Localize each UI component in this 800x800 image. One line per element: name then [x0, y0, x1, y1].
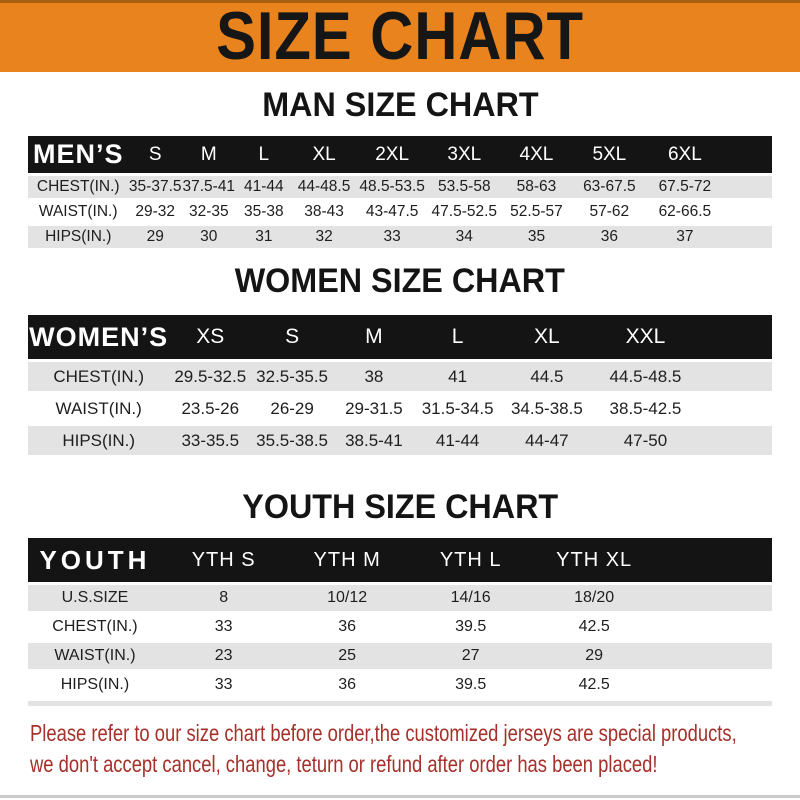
table-footer-strip	[28, 701, 772, 706]
youth-size-table	[28, 535, 772, 709]
bottom-divider	[0, 795, 800, 798]
table-row	[28, 672, 772, 698]
table-row	[28, 426, 772, 455]
value-cell: 38	[364, 366, 384, 386]
spacer-cell	[724, 201, 772, 223]
table-row	[28, 362, 772, 391]
men-size-table	[28, 133, 772, 251]
size-column-header: L	[258, 143, 270, 165]
value-cell: 36	[338, 676, 357, 693]
value-cell: 33-35.5	[181, 430, 240, 450]
value-cell: 35.5-38.5	[256, 430, 329, 450]
row-label: CHEST(IN.)	[52, 618, 138, 635]
size-column-header: S	[148, 143, 162, 165]
value-cell: 47.5-52.5	[431, 203, 498, 220]
spacer-cell	[698, 362, 772, 391]
size-column-header: 5XL	[592, 143, 627, 165]
disclaimer-line-1: Please refer to our size chart before order,the customized jerseys are special products,	[30, 720, 737, 746]
spacer-cell	[656, 538, 772, 582]
youth-section-title: YOUTH SIZE CHART	[242, 488, 558, 526]
size-column-header: YTH XL	[556, 548, 633, 571]
value-cell: 33	[383, 228, 401, 245]
value-cell: 36	[338, 618, 357, 635]
value-cell: 23.5-26	[181, 398, 240, 418]
size-column-header: YTH M	[313, 548, 381, 571]
value-cell: 23	[214, 647, 233, 664]
row-label: CHEST(IN.)	[36, 178, 120, 195]
size-column-header: M	[365, 325, 383, 348]
value-cell: 35-38	[244, 203, 284, 220]
value-cell: 38.5-41	[345, 430, 403, 450]
spacer-cell	[656, 643, 772, 669]
banner-title: SIZE CHART	[216, 0, 584, 72]
spacer-cell	[724, 136, 772, 173]
size-chart-banner	[0, 0, 800, 72]
row-label: U.S.SIZE	[61, 589, 129, 606]
table-row	[28, 226, 772, 248]
value-cell: 37.5-41	[182, 178, 236, 195]
value-cell: 44.5-48.5	[609, 366, 682, 386]
value-cell: 36	[600, 228, 618, 245]
size-column-header: 3XL	[447, 143, 482, 165]
row-label: HIPS(IN.)	[45, 228, 112, 245]
value-cell: 39.5	[455, 676, 487, 693]
row-label: WAIST(IN.)	[54, 647, 136, 664]
spacer-cell	[698, 315, 772, 359]
table-row	[28, 614, 772, 640]
value-cell: 32.5-35.5	[256, 366, 329, 386]
value-cell: 14/16	[450, 589, 491, 606]
spacer-cell	[656, 585, 772, 611]
women-size-table	[28, 312, 772, 458]
value-cell: 39.5	[455, 618, 487, 635]
value-cell: 41-44	[244, 178, 284, 195]
size-column-header: L	[451, 325, 464, 348]
spacer-cell	[724, 176, 772, 198]
size-column-header: XS	[196, 325, 225, 348]
table-row	[28, 643, 772, 669]
value-cell: 44.5	[530, 366, 564, 386]
size-column-header: S	[285, 325, 300, 348]
women-section-title: WOMEN SIZE CHART	[234, 262, 566, 300]
row-label: WAIST(IN.)	[38, 203, 118, 220]
size-column-header: M	[200, 143, 217, 165]
value-cell: 44-48.5	[297, 178, 351, 195]
value-cell: 29	[585, 647, 604, 664]
value-cell: 41-44	[435, 430, 480, 450]
value-cell: 53.5-58	[438, 178, 491, 195]
value-cell: 34.5-38.5	[510, 398, 583, 418]
value-cell: 29.5-32.5	[174, 366, 247, 386]
value-cell: 10/12	[327, 589, 368, 606]
table-row	[28, 176, 772, 198]
value-cell: 26-29	[270, 398, 314, 418]
women-header-label: WOMEN’S	[29, 321, 169, 352]
disclaimer-note	[0, 718, 800, 780]
table-row	[28, 201, 772, 223]
size-column-header: 6XL	[667, 143, 702, 165]
men-section-title: MAN SIZE CHART	[261, 86, 539, 124]
size-column-header: 2XL	[375, 143, 410, 165]
men-header-label: MEN’S	[32, 139, 124, 169]
value-cell: 35-37.5	[128, 178, 182, 195]
value-cell: 32	[315, 228, 333, 245]
row-label: CHEST(IN.)	[53, 366, 145, 386]
spacer-cell	[656, 614, 772, 640]
row-label: WAIST(IN.)	[55, 398, 142, 418]
value-cell: 27	[461, 647, 480, 664]
value-cell: 32-35	[188, 203, 229, 220]
value-cell: 31	[255, 228, 273, 245]
spacer-cell	[698, 394, 772, 423]
spacer-cell	[28, 701, 772, 706]
value-cell: 29-32	[135, 203, 176, 220]
value-cell: 47-50	[623, 430, 668, 450]
row-label: HIPS(IN.)	[60, 676, 130, 693]
value-cell: 44-47	[525, 430, 569, 450]
value-cell: 52.5-57	[510, 203, 563, 220]
size-column-header: XXL	[625, 325, 666, 348]
size-column-header: XL	[534, 325, 560, 348]
value-cell: 42.5	[578, 676, 610, 693]
value-cell: 25	[338, 647, 357, 664]
value-cell: 43-47.5	[365, 203, 419, 220]
value-cell: 34	[455, 228, 473, 245]
youth-header-row	[28, 538, 772, 582]
value-cell: 38.5-42.5	[609, 398, 682, 418]
value-cell: 18/20	[574, 589, 615, 606]
disclaimer-line-2: we don't accept cancel, change, teturn or refund after order has been placed!	[30, 751, 658, 777]
row-label: HIPS(IN.)	[62, 430, 136, 450]
value-cell: 33	[214, 676, 233, 693]
value-cell: 30	[200, 228, 218, 245]
spacer-cell	[656, 672, 772, 698]
men-header-row	[28, 136, 772, 173]
value-cell: 42.5	[578, 618, 610, 635]
value-cell: 31.5-34.5	[421, 398, 494, 418]
table-row	[28, 585, 772, 611]
value-cell: 58-63	[516, 178, 557, 195]
value-cell: 67.5-72	[658, 178, 712, 195]
value-cell: 29	[146, 228, 164, 245]
value-cell: 57-62	[589, 203, 630, 220]
size-column-header: XL	[312, 143, 336, 165]
size-column-header: YTH L	[439, 548, 502, 571]
size-column-header: YTH S	[191, 548, 256, 571]
value-cell: 48.5-53.5	[359, 178, 425, 195]
value-cell: 63-67.5	[583, 178, 636, 195]
value-cell: 38-43	[304, 203, 344, 220]
value-cell: 41	[448, 366, 468, 386]
value-cell: 8	[219, 589, 229, 606]
value-cell: 35	[527, 228, 546, 245]
youth-header-label: YOUTH	[39, 544, 151, 575]
table-row	[28, 394, 772, 423]
spacer-cell	[698, 426, 772, 455]
value-cell: 33	[214, 618, 233, 635]
spacer-cell	[724, 226, 772, 248]
value-cell: 62-66.5	[658, 203, 712, 220]
value-cell: 37	[676, 228, 694, 245]
women-header-row	[28, 315, 772, 359]
size-column-header: 4XL	[519, 143, 554, 165]
value-cell: 29-31.5	[345, 398, 403, 418]
